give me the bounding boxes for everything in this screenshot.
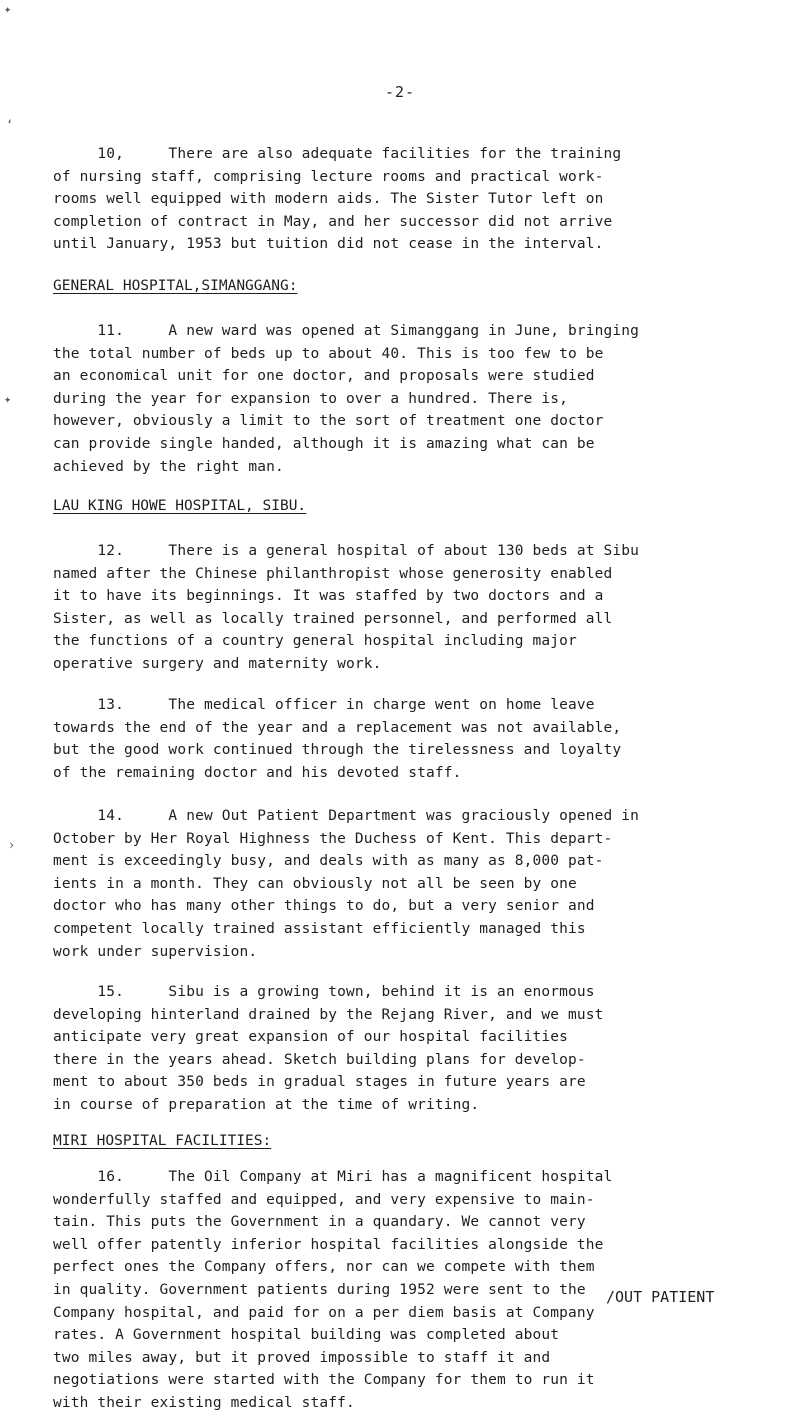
text-line: 10, There are also adequate facilities for the training [53, 146, 622, 162]
text-line: developing hinterland drained by the Rejang River, and we must [53, 1006, 604, 1023]
text-line: towards the end of the year and a replacement was not available, [53, 719, 622, 736]
text-line: named after the Chinese philanthropist whose generosity enabled [53, 565, 613, 582]
text-line: doctor who has many other things to do, but a very senior and [53, 898, 595, 915]
paragraph-12 [53, 540, 753, 676]
text-line: ients in a month. They can obviously not all be seen by one [53, 875, 577, 892]
text-line: ment to about 350 beds in gradual stages in future years are [53, 1074, 586, 1091]
margin-mark-icon: › [8, 838, 16, 852]
text-line: perfect ones the Company offers, nor can we compete with them [53, 1259, 595, 1276]
footer-catchword: /OUT PATIENT [606, 1288, 715, 1306]
text-line: anticipate very great expansion of our hospital facilities [53, 1029, 569, 1046]
text-line: completion of contract in May, and her successor did not arrive [53, 213, 613, 230]
text-line: operative surgery and maternity work. [53, 655, 382, 672]
paragraph-15 [53, 981, 753, 1117]
text-line: of the remaining doctor and his devoted staff. [53, 764, 462, 781]
text-line: an economical unit for one doctor, and proposals were studied [53, 368, 595, 385]
text-line: during the year for expansion to over a hundred. There is, [53, 390, 569, 407]
text-line: in course of preparation at the time of writing. [53, 1096, 480, 1113]
section-heading: LAU KING HOWE HOSPITAL, SIBU. [53, 498, 307, 514]
text-line: of nursing staff, comprising lecture rooms and practical work- [53, 168, 604, 185]
page-number: -2- [384, 83, 416, 101]
text-line: 12. There is a general hospital of about 130 beds at Sibu [53, 543, 640, 559]
text-line: in quality. Government patients during 1952 were sent to the [53, 1281, 586, 1298]
margin-mark-icon: ✦ [4, 392, 12, 406]
text-line: wonderfully staffed and equipped, and very expensive to main- [53, 1191, 595, 1208]
paragraph-13 [53, 694, 753, 784]
text-line: the functions of a country general hospital including major [53, 633, 577, 650]
text-line: until January, 1953 but tuition did not cease in the interval. [53, 236, 604, 253]
text-line: there in the years ahead. Sketch building plans for develop- [53, 1051, 586, 1068]
text-line: October by Her Royal Highness the Duchess of Kent. This depart- [53, 830, 613, 847]
text-line: the total number of beds up to about 40. This is too few to be [53, 345, 604, 362]
paragraph-10 [53, 143, 753, 256]
text-line: Sister, as well as locally trained personnel, and performed all [53, 610, 613, 627]
text-line: Company hospital, and paid for on a per diem basis at Company [53, 1304, 595, 1321]
paragraph-11 [53, 320, 753, 478]
text-line: but the good work continued through the tirelessness and loyalty [53, 742, 622, 759]
text-line: with their existing medical staff. [53, 1394, 355, 1411]
text-line: however, obviously a limit to the sort of treatment one doctor [53, 413, 604, 430]
section-heading: GENERAL HOSPITAL,SIMANGGANG: [53, 278, 298, 294]
margin-mark-icon: ‘ [6, 118, 14, 132]
section-heading: MIRI HOSPITAL FACILITIES: [53, 1133, 272, 1149]
text-line: tain. This puts the Government in a quandary. We cannot very [53, 1214, 586, 1231]
text-line: rooms well equipped with modern aids. The Sister Tutor left on [53, 191, 604, 208]
text-line: two miles away, but it proved impossible to staff it and [53, 1349, 551, 1366]
text-line: well offer patently inferior hospital facilities alongside the [53, 1236, 604, 1253]
text-line: can provide single handed, although it is amazing what can be [53, 435, 595, 452]
text-line: work under supervision. [53, 943, 258, 960]
text-line: rates. A Government hospital building was completed about [53, 1327, 560, 1344]
text-line: 13. The medical officer in charge went on home leave [53, 697, 595, 713]
text-line: 16. The Oil Company at Miri has a magnificent hospital [53, 1169, 613, 1185]
text-line: 14. A new Out Patient Department was graciously opened in [53, 808, 640, 824]
text-line: 11. A new ward was opened at Simanggang in June, bringing [53, 323, 640, 339]
paragraph-14 [53, 805, 753, 963]
text-line: it to have its beginnings. It was staffed by two doctors and a [53, 588, 604, 605]
text-line: ment is exceedingly busy, and deals with as many as 8,000 pat- [53, 853, 604, 870]
text-line: achieved by the right man. [53, 458, 284, 475]
text-line: competent locally trained assistant efficiently managed this [53, 920, 586, 937]
text-line: negotiations were started with the Company for them to run it [53, 1372, 595, 1389]
margin-mark-icon: ✦ [4, 2, 12, 16]
text-line: 15. Sibu is a growing town, behind it is an enormous [53, 984, 595, 1000]
